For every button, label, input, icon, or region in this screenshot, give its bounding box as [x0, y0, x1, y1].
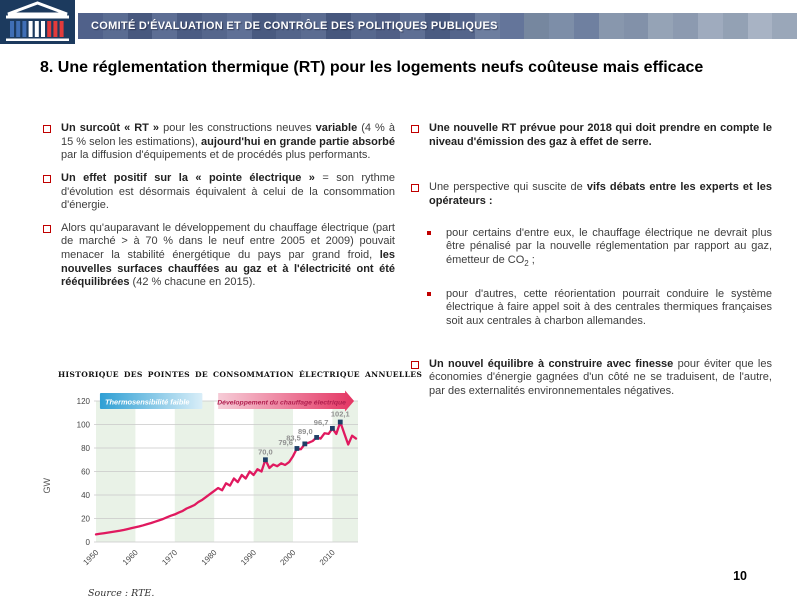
- svg-text:0: 0: [85, 537, 90, 547]
- peak-consumption-chart: [38, 379, 388, 581]
- source-suffix: .: [151, 588, 155, 597]
- hollow-square-bullet-icon: [43, 125, 51, 133]
- svg-text:70,0: 70,0: [258, 447, 273, 457]
- text: Alors qu'auparavant le développement du chauffage électrique (part de marché > à 70 % dans le neuf entre 2005 et 2009) pouvait menacer la stabilité énergétique du pays par grand froid,: [61, 221, 395, 261]
- svg-text:1990: 1990: [239, 548, 259, 567]
- svg-text:80: 80: [81, 443, 90, 453]
- bullet-item: [410, 122, 772, 149]
- svg-text:20: 20: [81, 514, 90, 524]
- bold-text: vifs débats entre les experts et les opérateurs :: [429, 181, 772, 207]
- banner-square: [648, 13, 673, 39]
- text: (4 % à 15 % selon les estimations),: [61, 122, 395, 148]
- right-column: [410, 122, 772, 408]
- hollow-square-bullet-icon: [411, 125, 419, 133]
- bullet-list-right: [410, 122, 772, 399]
- banner-square: [723, 13, 748, 39]
- svg-text:83,5: 83,5: [286, 433, 301, 443]
- svg-text:79,6: 79,6: [278, 437, 293, 447]
- banner-square: [599, 13, 624, 39]
- text: par la diffusion d'équipements et de procédés plus performants.: [61, 149, 371, 162]
- text: pour certains d'entre eux, le chauffage électrique ne devrait plus être pénalisé par la nouvelle réglementation par rapport au gaz, émetteur de CO: [446, 226, 772, 266]
- text: pour éviter que les économies d'énergie gagnées d'un côté ne se traduisent, de l'autre, par des externalités environnementales négatives.: [429, 357, 772, 397]
- banner-square: [549, 13, 574, 39]
- text: pour d'autres, cette réorientation pourrait conduire le système électrique à faire appel soit à des centrales thermiques françaises soit aux centrales à charbon allemandes.: [446, 287, 772, 328]
- bold-text: les nouvelles surfaces chauffées au gaz et à l'électricité ont été rééquilibrées: [61, 249, 395, 289]
- header-banner: [78, 13, 797, 39]
- bold-text: Un effet positif sur la « pointe électrique »: [61, 171, 323, 184]
- banner-square: [524, 13, 549, 39]
- svg-text:100: 100: [76, 420, 90, 430]
- text: (42 % chacune en 2015).: [132, 276, 256, 289]
- assembly-logo: [0, 0, 75, 44]
- page-number: 10: [733, 569, 747, 583]
- text: Une perspective qui suscite de: [429, 181, 587, 194]
- svg-text:GW: GW: [42, 478, 52, 494]
- source-link[interactable]: RTE: [131, 588, 152, 597]
- text: pour les constructions neuves: [163, 122, 316, 134]
- logo-columns: [10, 21, 64, 37]
- banner-square: [698, 13, 723, 39]
- bullet-item: [410, 358, 772, 399]
- svg-text:Thermosensibilité faible: Thermosensibilité faible: [104, 397, 190, 407]
- banner-square: [673, 13, 698, 39]
- sub-bullet-item: [410, 288, 772, 329]
- bold-text: Une nouvelle RT prévue pour 2018 qui doit prendre en compte le niveau d'émission des gaz à effet de serre.: [429, 122, 772, 148]
- bullet-item: [42, 122, 395, 163]
- text: ;: [528, 253, 535, 266]
- bold-text: variable: [315, 122, 362, 134]
- svg-text:120: 120: [76, 396, 90, 406]
- bold-text: aujourd'hui en grande partie absorbé: [201, 135, 395, 148]
- svg-text:1980: 1980: [199, 548, 219, 567]
- banner-square: [624, 13, 649, 39]
- svg-text:40: 40: [81, 490, 90, 500]
- svg-text:102,1: 102,1: [330, 409, 350, 419]
- svg-text:1950: 1950: [81, 548, 101, 567]
- slide-title: 8. Une réglementation thermique (RT) pour les logements neufs coûteuse mais efficace: [40, 59, 704, 76]
- small-square-bullet-icon: [427, 231, 431, 235]
- bold-text: Un nouvel équilibre à construire avec finesse: [429, 357, 678, 370]
- hollow-square-bullet-icon: [43, 175, 51, 183]
- bullet-item: [42, 172, 395, 213]
- chart-title: HISTORIQUE DES POINTES DE CONSOMMATION ÉLECTRIQUE ANNUELLES: [58, 370, 423, 379]
- chart-source: [88, 588, 390, 597]
- banner-square: [574, 13, 599, 39]
- bullet-item: [42, 222, 395, 290]
- svg-text:Développement du chauffage éle: Développement du chauffage électrique: [217, 399, 346, 407]
- small-square-bullet-icon: [427, 292, 431, 296]
- chart-section: [38, 370, 423, 597]
- bullet-item: [410, 181, 772, 208]
- svg-text:1960: 1960: [120, 548, 140, 567]
- banner-square: [500, 13, 525, 39]
- text: 2: [524, 258, 529, 268]
- svg-text:1970: 1970: [160, 548, 180, 567]
- hollow-square-bullet-icon: [43, 225, 51, 233]
- hollow-square-bullet-icon: [411, 184, 419, 192]
- banner-square: [772, 13, 797, 39]
- svg-text:60: 60: [81, 467, 90, 477]
- assembly-building-icon: [0, 0, 75, 44]
- text: = son rythme d'évolution est désormais équivalent à celui de la consommation d'énergie.: [61, 171, 396, 212]
- left-column: [42, 122, 395, 299]
- svg-text:2000: 2000: [278, 548, 298, 567]
- bullet-list-left: [42, 122, 395, 290]
- svg-text:2010: 2010: [317, 548, 337, 567]
- banner-square: [748, 13, 773, 39]
- svg-text:89,0: 89,0: [298, 426, 313, 436]
- svg-text:96,7: 96,7: [313, 417, 329, 427]
- hollow-square-bullet-icon: [411, 361, 419, 369]
- bold-text: Un surcoût « RT »: [61, 122, 164, 134]
- banner-title: COMITÉ D'ÉVALUATION ET DE CONTRÔLE DES POLITIQUES PUBLIQUES: [91, 20, 498, 32]
- source-prefix: Source :: [88, 588, 132, 597]
- sub-bullet-item: [410, 227, 772, 269]
